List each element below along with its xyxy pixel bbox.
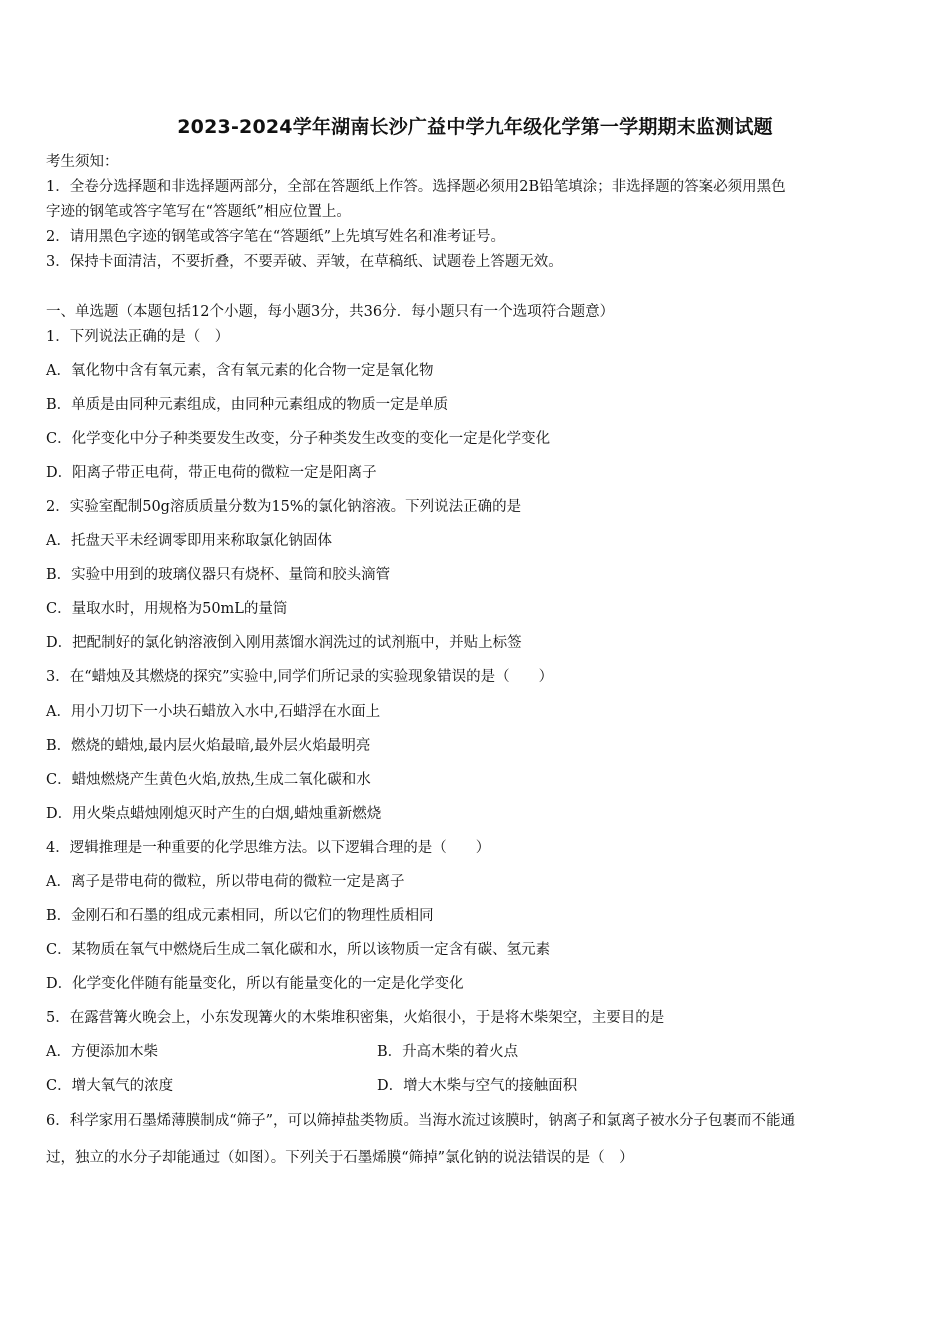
question-4-stem: 4．逻辑推理是一种重要的化学思维方法。以下逻辑合理的是（ ） [46, 840, 491, 856]
question-1-option-a: A．氧化物中含有氧元素，含有氧元素的化合物一定是氧化物 [46, 363, 434, 379]
question-5-option-d: D．增大木柴与空气的接触面积 [377, 1078, 578, 1094]
question-2-option-d: D．把配制好的氯化钠溶液倒入刚用蒸馏水润洗过的试剂瓶中，并贴上标签 [46, 635, 522, 651]
notice-item-3: 3．保持卡面清洁，不要折叠，不要弄破、弄皱，在草稿纸、试题卷上答题无效。 [46, 254, 563, 270]
notice-item-1-cont: 字迹的钢笔或答字笔写在“答题纸”相应位置上。 [46, 204, 351, 220]
notice-item-2: 2．请用黑色字迹的钢笔或答字笔在“答题纸”上先填写姓名和准考证号。 [46, 229, 506, 245]
question-4-option-b: B．金刚石和石墨的组成元素相同，所以它们的物理性质相同 [46, 908, 434, 924]
question-3-stem: 3．在“蜡烛及其燃烧的探究”实验中,同学们所记录的实验现象错误的是（ ） [46, 669, 554, 685]
notice-heading: 考生须知： [46, 154, 119, 170]
exam-title: 2023-2024学年湖南长沙广益中学九年级化学第一学期期末监测试题 [177, 116, 773, 138]
question-5-option-c: C．增大氧气的浓度 [46, 1078, 174, 1094]
notice-item-1: 1．全卷分选择题和非选择题两部分，全部在答题纸上作答。选择题必须用2B铅笔填涂；非选择题的答案必须用黑色 [46, 179, 786, 195]
question-4-option-c: C．某物质在氧气中燃烧后生成二氧化碳和水，所以该物质一定含有碳、氢元素 [46, 942, 551, 958]
question-2-option-a: A．托盘天平未经调零即用来称取氯化钠固体 [46, 533, 332, 549]
question-1-stem: 1．下列说法正确的是（ ） [46, 329, 230, 345]
question-4-option-d: D．化学变化伴随有能量变化，所以有能量变化的一定是化学变化 [46, 976, 464, 992]
question-2-option-b: B．实验中用到的玻璃仪器只有烧杯、量筒和胶头滴管 [46, 567, 391, 583]
question-3-option-b: B．燃烧的蜡烛,最内层火焰最暗,最外层火焰最明亮 [46, 738, 371, 754]
section-heading: 一、单选题（本题包括12个小题，每小题3分，共36分．每小题只有一个选项符合题意） [46, 304, 615, 320]
question-1-option-b: B．单质是由同种元素组成，由同种元素组成的物质一定是单质 [46, 397, 449, 413]
question-6-stem-line-2: 过，独立的水分子却能通过（如图）。下列关于石墨烯膜“筛掉”氯化钠的说法错误的是（ ） [46, 1150, 634, 1166]
question-2-stem: 2．实验室配制50g溶质质量分数为15%的氯化钠溶液。下列说法正确的是 [46, 499, 522, 515]
question-3-option-c: C．蜡烛燃烧产生黄色火焰,放热,生成二氧化碳和水 [46, 772, 371, 788]
question-4-option-a: A．离子是带电荷的微粒，所以带电荷的微粒一定是离子 [46, 874, 405, 890]
question-6-stem-line-1: 6．科学家用石墨烯薄膜制成“筛子”，可以筛掉盐类物质。当海水流过该膜时，钠离子和氯离子被水分子包裹而不能通 [46, 1113, 796, 1129]
question-3-option-a: A．用小刀切下一小块石蜡放入水中,石蜡浮在水面上 [46, 704, 381, 720]
question-1-option-c: C．化学变化中分子种类要发生改变，分子种类发生改变的变化一定是化学变化 [46, 431, 551, 447]
question-3-option-d: D．用火柴点蜡烛刚熄灭时产生的白烟,蜡烛重新燃烧 [46, 806, 382, 822]
question-5-option-a: A．方便添加木柴 [46, 1044, 158, 1060]
question-5-option-b: B．升高木柴的着火点 [377, 1044, 519, 1060]
question-5-stem: 5．在露营篝火晚会上，小东发现篝火的木柴堆积密集，火焰很小，于是将木柴架空，主要目的是 [46, 1010, 665, 1026]
question-1-option-d: D．阳离子带正电荷，带正电荷的微粒一定是阳离子 [46, 465, 377, 481]
question-2-option-c: C．量取水时，用规格为50mL的量筒 [46, 601, 288, 617]
